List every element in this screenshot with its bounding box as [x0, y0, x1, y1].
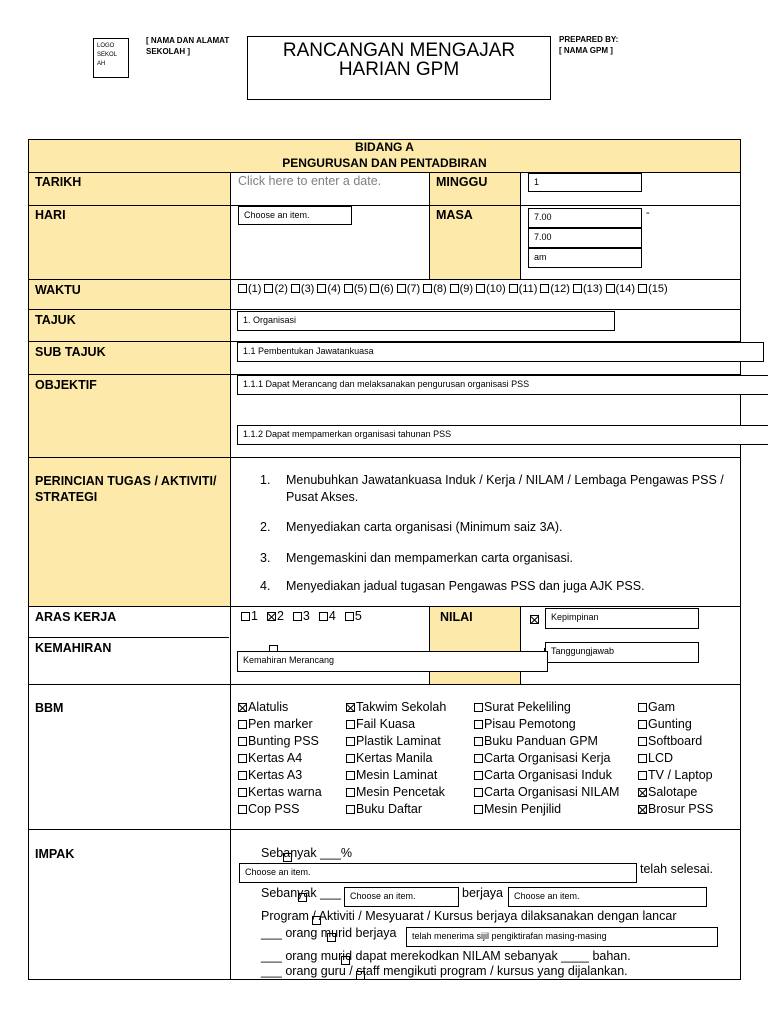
- waktu-checkbox[interactable]: [370, 284, 379, 293]
- bbm-item[interactable]: [346, 699, 446, 716]
- bbm-checkbox[interactable]: [238, 788, 247, 797]
- tajuk-field[interactable]: 1. Organisasi: [237, 311, 615, 331]
- hari-select[interactable]: Choose an item.: [238, 206, 352, 225]
- waktu-option-label: (7): [406, 283, 421, 295]
- nilai-1-checkbox[interactable]: [530, 615, 539, 624]
- bbm-item-label: Pen marker: [248, 717, 313, 731]
- bbm-item-label: Pisau Pemotong: [484, 717, 576, 731]
- impak-line-6: ___ orang guru / staff mengikuti program / kursus yang dijalankan.: [261, 964, 628, 978]
- minggu-field[interactable]: 1: [528, 173, 642, 192]
- bbm-item-label: Gunting: [648, 717, 692, 731]
- label-masa: MASA: [436, 208, 473, 222]
- bbm-item[interactable]: [238, 750, 322, 767]
- bbm-item-label: Gam: [648, 700, 676, 714]
- label-hari: HARI: [35, 208, 66, 222]
- waktu-option[interactable]: [540, 283, 570, 295]
- bbm-item-label: Cop PSS: [248, 802, 300, 816]
- waktu-option[interactable]: [344, 283, 367, 295]
- waktu-option[interactable]: [638, 283, 668, 295]
- bbm-checkbox[interactable]: [638, 754, 647, 763]
- aras-kerja-option[interactable]: [293, 609, 310, 623]
- bbm-item-label: Takwim Sekolah: [356, 700, 447, 714]
- bbm-checkbox[interactable]: [638, 771, 647, 780]
- waktu-options: [238, 283, 671, 295]
- bbm-item-label: Mesin Penjilid: [484, 802, 562, 816]
- bbm-item[interactable]: [238, 801, 322, 818]
- waktu-checkbox[interactable]: [397, 284, 406, 293]
- waktu-checkbox[interactable]: [606, 284, 615, 293]
- masa-period-field[interactable]: am: [528, 248, 642, 268]
- step-text: Menubuhkan Jawatankuasa Induk / Kerja / NILAM / Lembaga Pengawas PSS / Pusat Akses.: [286, 473, 724, 504]
- step-item: [260, 472, 732, 506]
- bbm-checkbox[interactable]: [238, 805, 247, 814]
- waktu-option-label: (15): [648, 283, 668, 295]
- bbm-item-label: Carta Organisasi Induk: [484, 768, 612, 782]
- step-text: Mengemaskini dan mempamerkan carta organisasi.: [286, 551, 573, 565]
- aras-kerja-checkbox[interactable]: [293, 612, 302, 621]
- bbm-item-label: Brosur PSS: [648, 802, 714, 816]
- impak-line-5: ___ orang murid dapat merekodkan NILAM sebanyak ____ bahan.: [261, 949, 631, 963]
- nilai-1-field[interactable]: Kepimpinan: [545, 608, 699, 629]
- label-waktu: WAKTU: [35, 283, 81, 297]
- aras-kerja-checkbox[interactable]: [267, 612, 276, 621]
- label-tajuk: TAJUK: [35, 313, 76, 327]
- bbm-item[interactable]: [638, 784, 713, 801]
- aras-kerja-checkbox[interactable]: [345, 612, 354, 621]
- bbm-item[interactable]: [638, 801, 713, 818]
- nilai-2-field[interactable]: Tanggungjawab: [545, 642, 699, 663]
- label-objektif: OBJEKTIF: [35, 378, 97, 392]
- page-title: RANCANGAN MENGAJAR HARIAN GPM: [282, 40, 516, 80]
- bbm-item-label: Buku Daftar: [356, 802, 423, 816]
- impak-sijil-field[interactable]: telah menerima sijil pengiktirafan masing-masing: [406, 927, 718, 947]
- waktu-option[interactable]: [450, 283, 473, 295]
- waktu-option[interactable]: [238, 283, 261, 295]
- aras-kerja-checkbox[interactable]: [319, 612, 328, 621]
- label-nilai: NILAI: [440, 610, 473, 624]
- waktu-option[interactable]: [370, 283, 393, 295]
- bbm-item-label: Fail Kuasa: [356, 717, 416, 731]
- bbm-checkbox[interactable]: [238, 754, 247, 763]
- logo-box: [93, 38, 129, 78]
- bbm-item-label: Bunting PSS: [248, 734, 319, 748]
- bbm-checkbox[interactable]: [346, 737, 355, 746]
- bbm-item-label: Alatulis: [248, 700, 289, 714]
- waktu-option-label: (13): [582, 283, 603, 295]
- bbm-item[interactable]: [346, 750, 446, 767]
- label-sub-tajuk: SUB TAJUK: [35, 345, 106, 359]
- bbm-item[interactable]: [474, 767, 619, 784]
- waktu-checkbox[interactable]: [638, 284, 647, 293]
- bbm-item[interactable]: [638, 733, 713, 750]
- title-box: [247, 36, 551, 100]
- bbm-item[interactable]: [474, 716, 619, 733]
- bbm-item-label: Kertas warna: [248, 785, 322, 799]
- step-item: [260, 550, 732, 567]
- waktu-option-label: (8): [433, 283, 447, 295]
- impak-berjaya: berjaya: [462, 886, 503, 900]
- bbm-item[interactable]: [238, 699, 322, 716]
- aras-kerja-option[interactable]: [241, 609, 258, 623]
- bbm-checkbox[interactable]: [474, 788, 483, 797]
- label-kemahiran: KEMAHIRAN: [35, 641, 112, 655]
- impak-choose-2[interactable]: Choose an item.: [344, 887, 459, 907]
- bbm-checkbox[interactable]: [638, 805, 647, 814]
- step-number: 2.: [260, 520, 271, 534]
- bbm-column-4: [638, 699, 713, 818]
- waktu-checkbox[interactable]: [291, 284, 300, 293]
- waktu-checkbox[interactable]: [476, 284, 485, 293]
- bbm-item[interactable]: [238, 733, 322, 750]
- waktu-checkbox[interactable]: [423, 284, 432, 293]
- bbm-item[interactable]: [346, 801, 446, 818]
- bbm-item[interactable]: [638, 767, 713, 784]
- impak-line-2: Sebanyak ___: [261, 886, 341, 900]
- bbm-item[interactable]: [474, 699, 619, 716]
- prepared-by-name: [ NAMA GPM ]: [559, 46, 613, 55]
- waktu-option-label: (3): [300, 283, 315, 295]
- waktu-option[interactable]: [476, 283, 506, 295]
- impak-line-4: ___ orang murid berjaya: [261, 926, 397, 940]
- step-number: 3.: [260, 551, 271, 565]
- bbm-checkbox[interactable]: [346, 805, 355, 814]
- bbm-item[interactable]: [638, 750, 713, 767]
- bbm-checkbox[interactable]: [238, 771, 247, 780]
- school-name: [ NAMA DAN ALAMAT SEKOLAH ]: [146, 36, 230, 56]
- bbm-checkbox[interactable]: [346, 771, 355, 780]
- waktu-option[interactable]: [573, 283, 603, 295]
- aras-kerja-option[interactable]: [345, 609, 362, 623]
- bbm-checkbox[interactable]: [346, 720, 355, 729]
- bbm-checkbox[interactable]: [346, 703, 355, 712]
- impak-line-1: Sebanyak ___%: [261, 846, 353, 860]
- bbm-item[interactable]: [474, 733, 619, 750]
- bbm-checkbox[interactable]: [346, 754, 355, 763]
- bbm-column-3: [474, 699, 619, 818]
- aras-kerja-checkbox[interactable]: [241, 612, 250, 621]
- bbm-checkbox[interactable]: [638, 788, 647, 797]
- bbm-item-label: Kertas A3: [248, 768, 303, 782]
- objektif-2-field[interactable]: 1.1.2 Dapat mempamerkan organisasi tahunan PSS: [237, 425, 768, 445]
- bbm-item-label: Softboard: [648, 734, 703, 748]
- waktu-option-label: (9): [459, 283, 474, 295]
- bbm-item-label: TV / Laptop: [648, 768, 713, 782]
- bbm-checkbox[interactable]: [474, 805, 483, 814]
- bbm-checkbox[interactable]: [474, 703, 483, 712]
- waktu-checkbox[interactable]: [509, 284, 518, 293]
- masa-end-field[interactable]: 7.00: [528, 228, 642, 248]
- bbm-item[interactable]: [638, 699, 713, 716]
- waktu-option-label: (1): [248, 283, 262, 295]
- aras-kerja-label: 2: [276, 609, 284, 623]
- sub-tajuk-field[interactable]: 1.1 Pembentukan Jawatankuasa: [237, 342, 764, 362]
- label-aras-kerja: ARAS KERJA: [35, 610, 117, 624]
- waktu-option-label: (14): [615, 283, 636, 295]
- waktu-option[interactable]: [423, 283, 446, 295]
- label-perincian: PERINCIAN TUGAS / AKTIVITI/ STRATEGI: [35, 474, 217, 504]
- label-tarikh: TARIKH: [35, 175, 82, 189]
- section-subtitle: PENGURUSAN DAN PENTADBIRAN: [282, 156, 487, 170]
- impak-line-3: Program / Aktiviti / Mesyuarat / Kursus berjaya dilaksanakan dengan lancar: [261, 909, 677, 923]
- bbm-item-label: Mesin Pencetak: [356, 785, 445, 799]
- waktu-checkbox[interactable]: [540, 284, 549, 293]
- bbm-item-label: Salotape: [648, 785, 698, 799]
- label-impak: IMPAK: [35, 847, 75, 861]
- bbm-checkbox[interactable]: [474, 720, 483, 729]
- bbm-item[interactable]: [238, 767, 322, 784]
- aras-kerja-options: [241, 609, 371, 623]
- bbm-item[interactable]: [238, 784, 322, 801]
- masa-start-field[interactable]: 7.00: [528, 208, 642, 228]
- waktu-checkbox[interactable]: [573, 284, 582, 293]
- waktu-checkbox[interactable]: [238, 284, 247, 293]
- bbm-item[interactable]: [346, 784, 446, 801]
- waktu-option-label: (12): [550, 283, 570, 295]
- step-item: [260, 578, 732, 595]
- bbm-item-label: LCD: [648, 751, 674, 765]
- bbm-checkbox[interactable]: [238, 720, 247, 729]
- aras-kerja-label: 5: [354, 609, 362, 623]
- section-title: BIDANG A: [355, 140, 414, 154]
- waktu-option-label: (11): [518, 283, 538, 295]
- waktu-option-label: (4): [327, 283, 341, 295]
- bbm-checkbox[interactable]: [238, 737, 247, 746]
- bbm-item[interactable]: [474, 750, 619, 767]
- bbm-item-label: Kertas Manila: [356, 751, 433, 765]
- impak-telah-selesai: telah selesai.: [640, 862, 713, 876]
- bbm-item-label: Carta Organisasi Kerja: [484, 751, 611, 765]
- waktu-option-label: (10): [486, 283, 506, 295]
- bbm-checkbox[interactable]: [474, 737, 483, 746]
- impak-choose-1[interactable]: Choose an item.: [239, 863, 637, 883]
- aras-kerja-label: 4: [328, 609, 336, 623]
- bbm-item-label: Mesin Laminat: [356, 768, 438, 782]
- waktu-checkbox[interactable]: [264, 284, 273, 293]
- bbm-checkbox[interactable]: [638, 737, 647, 746]
- aras-kerja-label: 1: [251, 609, 258, 623]
- label-minggu: MINGGU: [436, 175, 488, 189]
- prepared-by-label: PREPARED BY:: [559, 35, 619, 44]
- bbm-checkbox[interactable]: [638, 703, 647, 712]
- bbm-item[interactable]: [346, 767, 446, 784]
- bbm-item-label: Plastik Laminat: [356, 734, 441, 748]
- bbm-item[interactable]: [474, 784, 619, 801]
- tarikh-date-field[interactable]: Click here to enter a date.: [238, 174, 382, 188]
- label-bbm: BBM: [35, 701, 64, 715]
- waktu-option-label: (6): [380, 283, 394, 295]
- waktu-checkbox[interactable]: [344, 284, 353, 293]
- bbm-column-2: [346, 699, 446, 818]
- aras-kerja-label: 3: [302, 609, 310, 623]
- step-text: Menyediakan carta organisasi (Minimum saiz 3A).: [286, 520, 563, 534]
- waktu-checkbox[interactable]: [450, 284, 459, 293]
- waktu-option[interactable]: [606, 283, 636, 295]
- bbm-column-1: [238, 699, 322, 818]
- objektif-1-field[interactable]: 1.1.1 Dapat Merancang dan melaksanakan pengurusan organisasi PSS: [237, 375, 768, 395]
- impak-choose-3[interactable]: Choose an item.: [508, 887, 707, 907]
- step-number: 1.: [260, 473, 271, 487]
- bbm-checkbox[interactable]: [638, 720, 647, 729]
- waktu-option[interactable]: [317, 283, 340, 295]
- aras-kerja-option[interactable]: [267, 609, 284, 623]
- step-text: Menyediakan jadual tugasan Pengawas PSS dan juga AJK PSS.: [286, 579, 645, 593]
- bbm-item[interactable]: [346, 733, 446, 750]
- bbm-item[interactable]: [238, 716, 322, 733]
- bbm-checkbox[interactable]: [238, 703, 247, 712]
- bbm-item[interactable]: [638, 716, 713, 733]
- bbm-item[interactable]: [474, 801, 619, 818]
- masa-dash: -: [646, 207, 650, 219]
- waktu-option-label: (2): [274, 283, 288, 295]
- waktu-option[interactable]: [509, 283, 538, 295]
- bbm-item-label: Carta Organisasi NILAM: [484, 785, 620, 799]
- bbm-checkbox[interactable]: [474, 771, 483, 780]
- bbm-checkbox[interactable]: [346, 788, 355, 797]
- logo-text: LOGO SEKOL AH: [97, 43, 117, 67]
- aras-kerja-option[interactable]: [319, 609, 336, 623]
- waktu-option-label: (5): [353, 283, 368, 295]
- bbm-item-label: Buku Panduan GPM: [484, 734, 598, 748]
- bbm-checkbox[interactable]: [474, 754, 483, 763]
- step-number: 4.: [260, 579, 271, 593]
- bbm-item-label: Kertas A4: [248, 751, 303, 765]
- step-item: [260, 519, 732, 536]
- waktu-option[interactable]: [397, 283, 420, 295]
- waktu-option[interactable]: [291, 283, 314, 295]
- waktu-option[interactable]: [264, 283, 287, 295]
- bbm-item-label: Surat Pekeliling: [484, 700, 571, 714]
- bbm-item[interactable]: [346, 716, 446, 733]
- waktu-checkbox[interactable]: [317, 284, 326, 293]
- kemahiran-field[interactable]: Kemahiran Merancang: [237, 651, 548, 672]
